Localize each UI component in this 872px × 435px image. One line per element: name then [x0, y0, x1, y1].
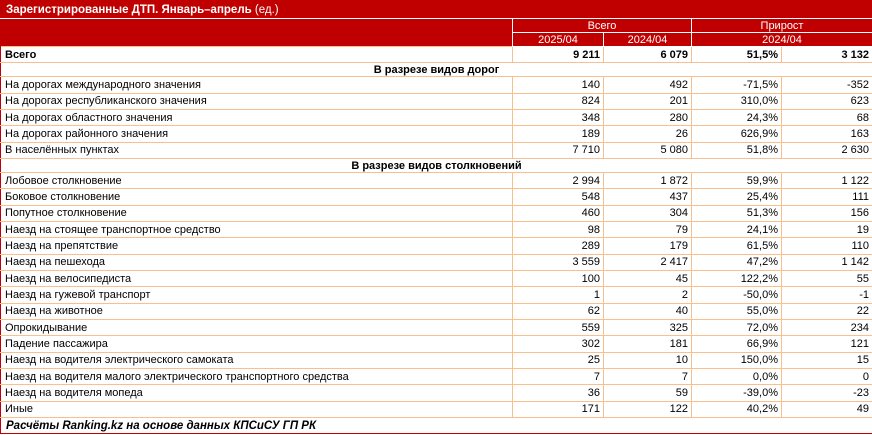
cell-total-2025: 140 — [513, 77, 604, 93]
cell-total-2025: 9 211 — [513, 47, 604, 63]
row-label: Опрокидывание — [1, 319, 513, 335]
cell-growth-pct: 24,3% — [692, 110, 782, 126]
table-row — [1, 173, 872, 189]
row-label: Наезд на велосипедиста — [1, 271, 513, 287]
cell-growth-abs: 55 — [782, 271, 872, 287]
cell-growth-abs: 68 — [782, 110, 872, 126]
row-label: Наезд на препятствие — [1, 238, 513, 254]
row-label: Наезд на пешехода — [1, 254, 513, 270]
row-label: Падение пассажира — [1, 336, 513, 352]
column-header-total-2025: 2025/04 — [513, 33, 604, 47]
cell-total-2024: 7 — [604, 368, 692, 384]
cell-total-2025: 348 — [513, 110, 604, 126]
cell-growth-pct: 61,5% — [692, 238, 782, 254]
column-group-total: Всего — [513, 19, 692, 33]
table-row — [1, 385, 872, 401]
cell-growth-abs: 163 — [782, 126, 872, 142]
cell-total-2024: 40 — [604, 303, 692, 319]
section-row — [1, 159, 872, 173]
cell-total-2025: 189 — [513, 126, 604, 142]
cell-growth-pct: 25,4% — [692, 189, 782, 205]
cell-total-2024: 181 — [604, 336, 692, 352]
cell-total-2025: 98 — [513, 222, 604, 238]
table-row — [1, 238, 872, 254]
cell-total-2024: 122 — [604, 401, 692, 417]
cell-growth-abs: 2 630 — [782, 142, 872, 158]
cell-total-2025: 559 — [513, 319, 604, 335]
table-row — [1, 77, 872, 93]
cell-growth-abs: 0 — [782, 368, 872, 384]
row-label: Наезд на стоящее транспортное средство — [1, 222, 513, 238]
table-row — [1, 93, 872, 109]
row-label: В населённых пунктах — [1, 142, 513, 158]
cell-total-2025: 25 — [513, 352, 604, 368]
cell-total-2025: 1 — [513, 287, 604, 303]
cell-growth-abs: 19 — [782, 222, 872, 238]
table-row — [1, 110, 872, 126]
table-row — [1, 336, 872, 352]
cell-total-2025: 548 — [513, 189, 604, 205]
row-label: Боковое столкновение — [1, 189, 513, 205]
table-row — [1, 319, 872, 335]
cell-growth-pct: 59,9% — [692, 173, 782, 189]
cell-growth-abs: 111 — [782, 189, 872, 205]
cell-total-2025: 3 559 — [513, 254, 604, 270]
cell-total-2024: 5 080 — [604, 142, 692, 158]
cell-total-2025: 100 — [513, 271, 604, 287]
table-row — [1, 126, 872, 142]
cell-growth-pct: 47,2% — [692, 254, 782, 270]
cell-total-2024: 201 — [604, 93, 692, 109]
cell-total-2024: 2 — [604, 287, 692, 303]
cell-total-2024: 26 — [604, 126, 692, 142]
cell-total-2025: 824 — [513, 93, 604, 109]
cell-growth-pct: 122,2% — [692, 271, 782, 287]
cell-total-2024: 79 — [604, 222, 692, 238]
cell-growth-abs: 3 132 — [782, 47, 872, 63]
cell-growth-abs: 234 — [782, 319, 872, 335]
cell-total-2024: 492 — [604, 77, 692, 93]
cell-growth-pct: -71,5% — [692, 77, 782, 93]
cell-growth-abs: 121 — [782, 336, 872, 352]
cell-total-2024: 1 872 — [604, 173, 692, 189]
row-label: Наезд на водителя мопеда — [1, 385, 513, 401]
table-row — [1, 205, 872, 221]
cell-total-2024: 179 — [604, 238, 692, 254]
table-row — [1, 352, 872, 368]
cell-growth-pct: 55,0% — [692, 303, 782, 319]
cell-growth-pct: 40,2% — [692, 401, 782, 417]
cell-total-2024: 325 — [604, 319, 692, 335]
cell-growth-abs: 110 — [782, 238, 872, 254]
column-header-growth-2024: 2024/04 — [692, 33, 872, 47]
section-header: В разрезе видов столкновений — [1, 159, 872, 173]
cell-growth-pct: 72,0% — [692, 319, 782, 335]
cell-total-2025: 36 — [513, 385, 604, 401]
column-header-total-2024: 2024/04 — [604, 33, 692, 47]
row-label: На дорогах республиканского значения — [1, 93, 513, 109]
row-label: На дорогах международного значения — [1, 77, 513, 93]
cell-total-2024: 2 417 — [604, 254, 692, 270]
cell-growth-pct: -50,0% — [692, 287, 782, 303]
cell-growth-pct: 626,9% — [692, 126, 782, 142]
page-title — [1, 1, 872, 19]
cell-total-2025: 7 — [513, 368, 604, 384]
cell-growth-abs: 22 — [782, 303, 872, 319]
cell-growth-abs: 1 142 — [782, 254, 872, 270]
cell-growth-abs: -352 — [782, 77, 872, 93]
cell-growth-abs: -23 — [782, 385, 872, 401]
table-row — [1, 189, 872, 205]
page-title-unit: (ед.) — [251, 3, 279, 16]
cell-growth-pct: 310,0% — [692, 93, 782, 109]
table-row — [1, 287, 872, 303]
header-group-row — [1, 19, 872, 33]
row-label: Наезд на гужевой транспорт — [1, 287, 513, 303]
cell-total-2025: 62 — [513, 303, 604, 319]
row-label: Наезд на водителя электрического самоката — [1, 352, 513, 368]
cell-total-2025: 2 994 — [513, 173, 604, 189]
row-label: Попутное столкновение — [1, 205, 513, 221]
cell-total-2024: 45 — [604, 271, 692, 287]
row-label: Лобовое столкновение — [1, 173, 513, 189]
cell-growth-pct: 24,1% — [692, 222, 782, 238]
section-header: В разрезе видов дорог — [1, 63, 872, 77]
cell-total-2025: 302 — [513, 336, 604, 352]
table-row — [1, 401, 872, 417]
cell-growth-abs: 15 — [782, 352, 872, 368]
row-label: На дорогах областного значения — [1, 110, 513, 126]
cell-total-2024: 6 079 — [604, 47, 692, 63]
cell-growth-pct: 51,3% — [692, 205, 782, 221]
row-label: Всего — [1, 47, 513, 63]
row-label: На дорогах районного значения — [1, 126, 513, 142]
cell-growth-abs: -1 — [782, 287, 872, 303]
cell-total-2025: 171 — [513, 401, 604, 417]
cell-growth-pct: -39,0% — [692, 385, 782, 401]
title-row — [1, 1, 872, 19]
cell-growth-abs: 49 — [782, 401, 872, 417]
cell-total-2025: 289 — [513, 238, 604, 254]
cell-total-2024: 280 — [604, 110, 692, 126]
cell-total-2024: 59 — [604, 385, 692, 401]
source-note: Расчёты Ranking.kz на основе данных КПСиСУ ГП РК — [1, 418, 872, 434]
cell-growth-abs: 156 — [782, 205, 872, 221]
row-label: Иные — [1, 401, 513, 417]
table-row — [1, 368, 872, 384]
cell-total-2024: 10 — [604, 352, 692, 368]
section-row — [1, 63, 872, 77]
page-title-main: Зарегистрированные ДТП. Январь–апрель — [6, 3, 252, 16]
table-row — [1, 142, 872, 158]
cell-total-2025: 460 — [513, 205, 604, 221]
footer-row — [1, 418, 872, 434]
cell-growth-abs: 623 — [782, 93, 872, 109]
table-row — [1, 271, 872, 287]
row-label: Наезд на животное — [1, 303, 513, 319]
cell-growth-pct: 150,0% — [692, 352, 782, 368]
table-row — [1, 303, 872, 319]
table-row — [1, 222, 872, 238]
cell-growth-pct: 51,5% — [692, 47, 782, 63]
cell-growth-pct: 0,0% — [692, 368, 782, 384]
cell-growth-abs: 1 122 — [782, 173, 872, 189]
row-label: Наезд на водителя малого электрического транспортного средства — [1, 368, 513, 384]
cell-growth-pct: 66,9% — [692, 336, 782, 352]
cell-total-2025: 7 710 — [513, 142, 604, 158]
table-body — [1, 47, 872, 418]
cell-total-2024: 437 — [604, 189, 692, 205]
cell-growth-pct: 51,8% — [692, 142, 782, 158]
header-corner-cell — [1, 19, 513, 47]
table-row — [1, 254, 872, 270]
cell-total-2024: 304 — [604, 205, 692, 221]
table-row — [1, 47, 872, 63]
column-group-growth: Прирост — [692, 19, 872, 33]
